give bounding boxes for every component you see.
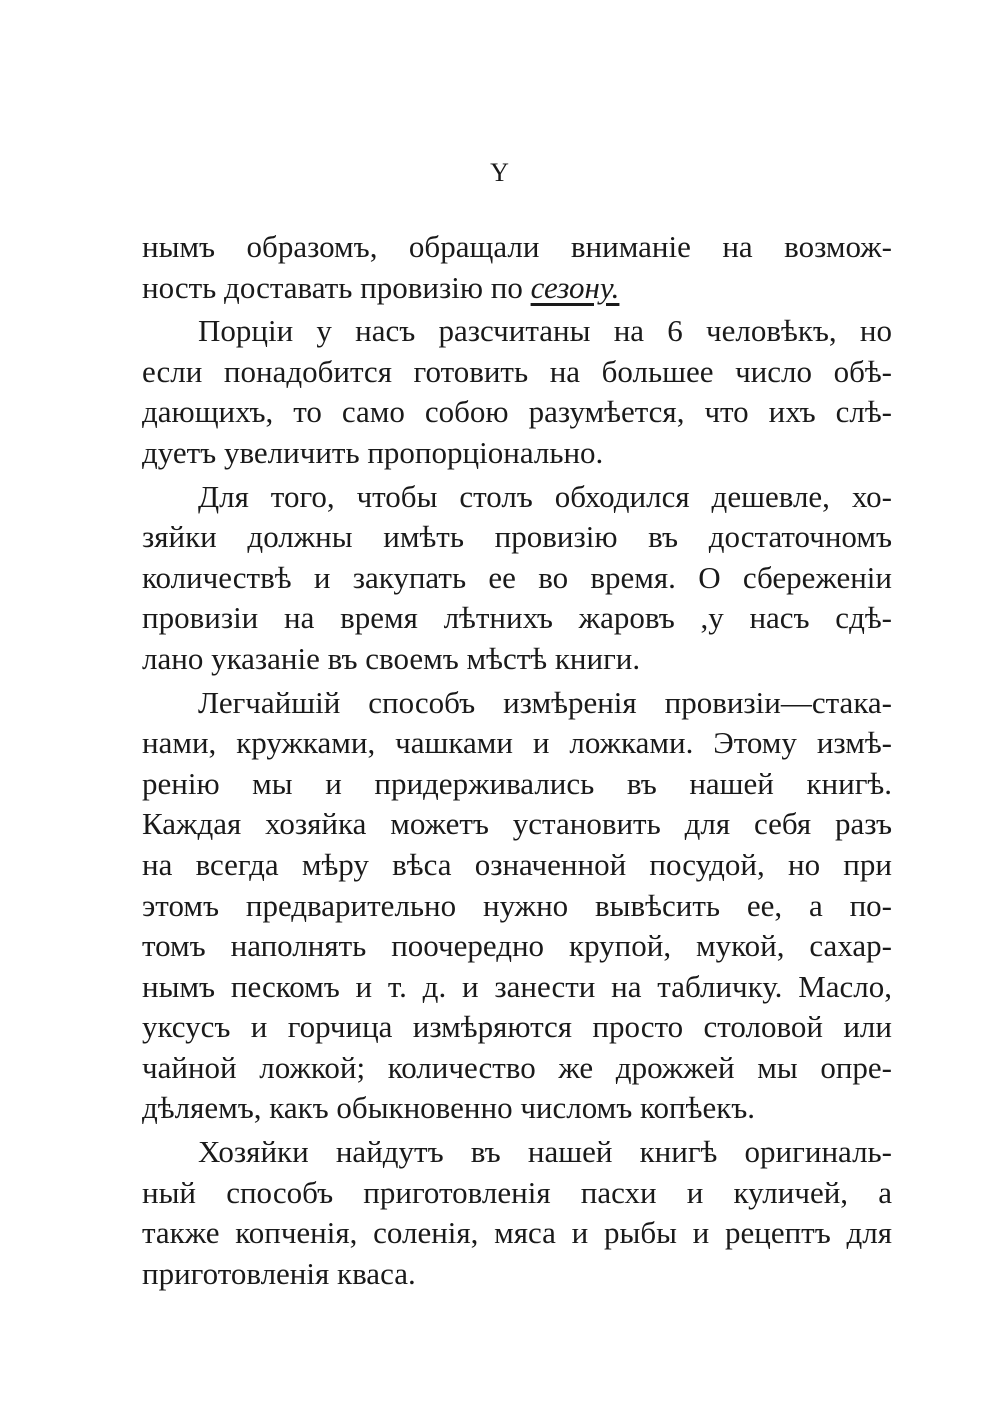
text-line: чайной ложкой; количество же дрожжей мы опре- <box>142 1049 892 1085</box>
text-line: дѣляемъ, какъ обыкновенно числомъ копѣекъ. <box>142 1090 756 1126</box>
text-line: зяйки должны имѣть провизію въ достаточномъ <box>142 519 892 555</box>
text-line <box>142 268 892 309</box>
text-line: этомъ предварительно нужно вывѣсить ее, а по- <box>142 887 892 923</box>
text-line: нами, кружками, чашками и ложками. Этому измѣ- <box>142 725 892 761</box>
text-line: также копченія, соленія, мяса и рыбы и рецептъ для <box>142 1215 892 1251</box>
text-line: Порціи у насъ разсчитаны на 6 человѣкъ, но <box>198 313 892 349</box>
text-line: лано указаніе въ своемъ мѣстѣ книги. <box>142 640 641 676</box>
text-line: нымъ образомъ, обращали вниманіе на возмож- <box>142 229 892 264</box>
text-line: Для того, чтобы столъ обходился дешевле, хо- <box>198 478 892 514</box>
text-segment: ность доставать провизію по <box>142 269 531 305</box>
text-line: количествѣ и закупать ее во время. О сбереженіи <box>142 559 892 595</box>
paragraph-5 <box>142 1132 892 1294</box>
text-line: Хозяйки найдутъ въ нашей книгѣ оригиналь- <box>198 1134 892 1170</box>
text-line: если понадобится готовить на большее число обѣ- <box>142 353 892 389</box>
paragraph-4 <box>142 683 892 1130</box>
paragraph-1 <box>142 227 892 308</box>
text-line: приготовленія кваса. <box>142 1255 416 1291</box>
text-line: нымъ пескомъ и т. д. и занести на табличку. Масло, <box>142 968 892 1004</box>
paragraph-3 <box>142 477 892 680</box>
text-line: томъ наполнять поочередно крупой, мукой, сахар- <box>142 928 892 964</box>
text-line: на всегда мѣру вѣса означенной посудой, но при <box>142 846 892 882</box>
text-line: провизіи на время лѣтнихъ жаровъ ,у насъ сдѣ- <box>142 600 892 636</box>
text-line: Легчайшій способъ измѣренія провизіи—стака- <box>198 684 892 720</box>
text-line: дуетъ увеличить пропорціонально. <box>142 434 604 470</box>
text-line: ный способъ приготовленія пасхи и куличей, а <box>142 1174 892 1210</box>
text-line: Каждая хозяйка можетъ установить для себя разъ <box>142 806 892 842</box>
body-text <box>142 227 892 1294</box>
emphasized-word: сезону. <box>530 269 620 305</box>
page-number: Y <box>490 158 510 187</box>
text-line: уксусъ и горчица измѣряются просто столовой или <box>142 1009 892 1045</box>
paragraph-2 <box>142 311 892 473</box>
text-line: дающихъ, то само собою разумѣется, что ихъ слѣ- <box>142 394 892 430</box>
text-line: ренію мы и придерживались въ нашей книгѣ. <box>142 765 892 801</box>
